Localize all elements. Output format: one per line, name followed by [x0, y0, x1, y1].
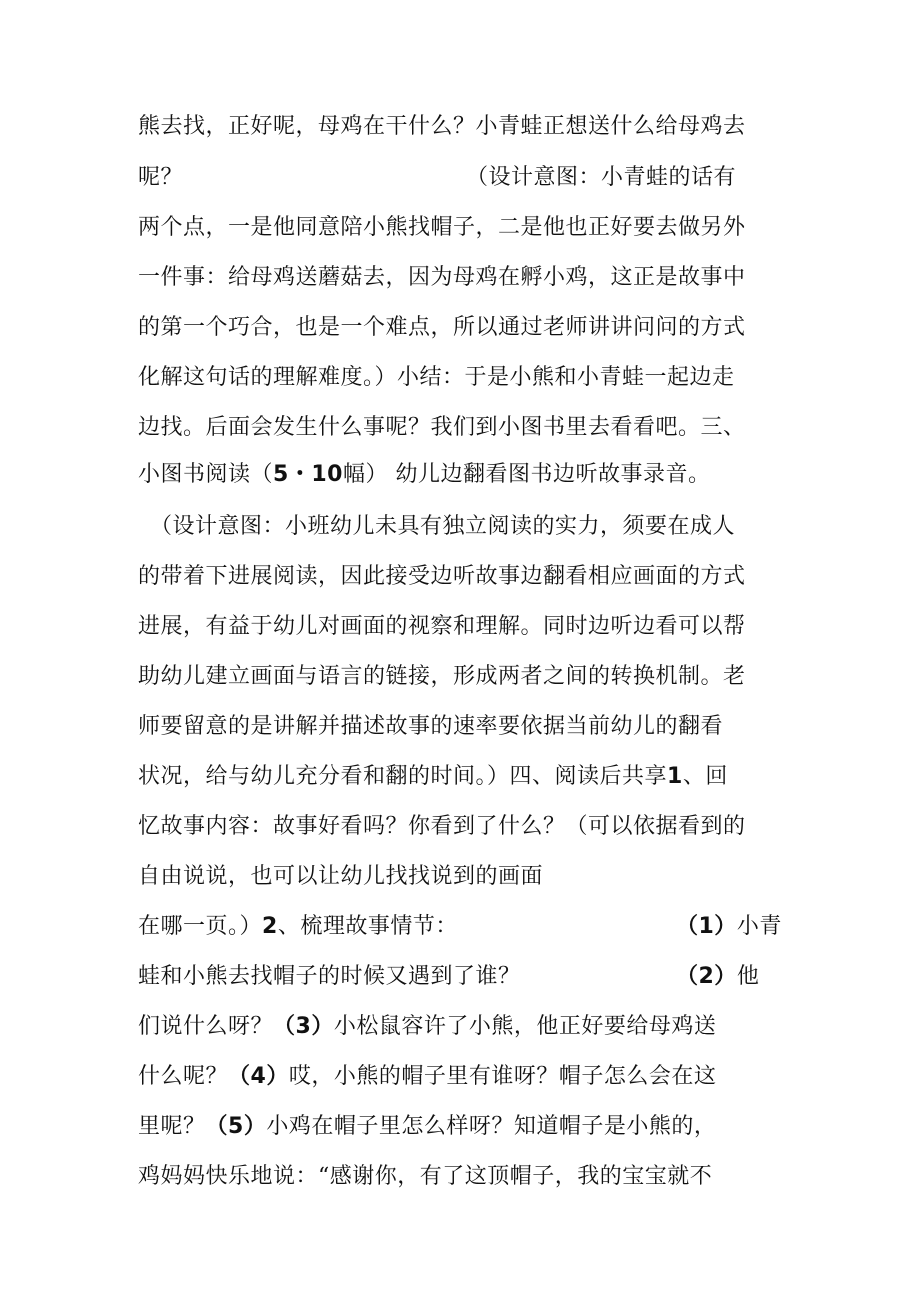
- text-line: 的第一个巧合，也是一个难点，所以通过老师讲讲问问的方式: [138, 315, 746, 340]
- text-line: 忆故事内容：故事好看吗？你看到了什么？（可以依据看到的: [138, 814, 746, 839]
- text-line: 助幼儿建立画面与语言的链接，形成两者之间的转换机制。老: [138, 664, 746, 689]
- text-line: 化解这句话的理解难度。）小结：于是小熊和小青蛙一起边走: [138, 365, 735, 390]
- text-line: 里呢？（5）小鸡在帽子里怎么样呀？知道帽子是小熊的，: [138, 1114, 717, 1139]
- text-line: 自由说说，也可以让幼儿找找说到的画面: [138, 864, 544, 889]
- text-line: 师要留意的是讲解并描述故事的速率要依据当前幼儿的翻看: [138, 714, 724, 739]
- text-line: 什么呢？（4）哎，小熊的帽子里有谁呀？帽子怎么会在这: [138, 1064, 717, 1089]
- text-line: 两个点，一是他同意陪小熊找帽子，二是他也正好要去做另外: [138, 215, 746, 240]
- text-line: 一件事：给母鸡送蘑菇去，因为母鸡在孵小鸡，这正是故事中: [138, 265, 746, 290]
- text-line: 进展，有益于幼儿对画面的视察和理解。同时边听边看可以帮: [138, 614, 746, 639]
- text-line: 边找。后面会发生什么事呢？我们到小图书里去看看吧。三、: [138, 415, 746, 440]
- text-line: （1）小青: [676, 914, 782, 939]
- text-line: 的带着下进展阅读，因此接受边听故事边翻看相应画面的方式: [138, 564, 746, 589]
- text-line: （2）他: [676, 964, 760, 989]
- text-line: 呢？: [138, 165, 184, 190]
- text-line: 蛙和小熊去找帽子的时候又遇到了谁？: [138, 964, 521, 989]
- text-line: 小图书阅读（5・10幅） 幼儿边翻看图书边听故事录音。: [138, 462, 711, 487]
- text-line: 们说什么呀？（3）小松鼠容许了小熊，他正好要给母鸡送: [138, 1014, 717, 1039]
- text-line: 状况，给与幼儿充分看和翻的时间。）四、阅读后共享1、回: [138, 764, 728, 789]
- text-line: 熊去找，正好呢，母鸡在干什么？小青蛙正想送什么给母鸡去: [138, 114, 746, 139]
- text-line: （设计意图：小青蛙的话有: [466, 165, 737, 190]
- text-line: 在哪一页。）2、梳理故事情节：: [138, 914, 458, 939]
- text-line: 鸡妈妈快乐地说：“感谢你，有了这顶帽子，我的宝宝就不: [138, 1164, 713, 1189]
- text-line: （设计意图：小班幼儿未具有独立阅读的实力，须要在成人: [150, 514, 736, 539]
